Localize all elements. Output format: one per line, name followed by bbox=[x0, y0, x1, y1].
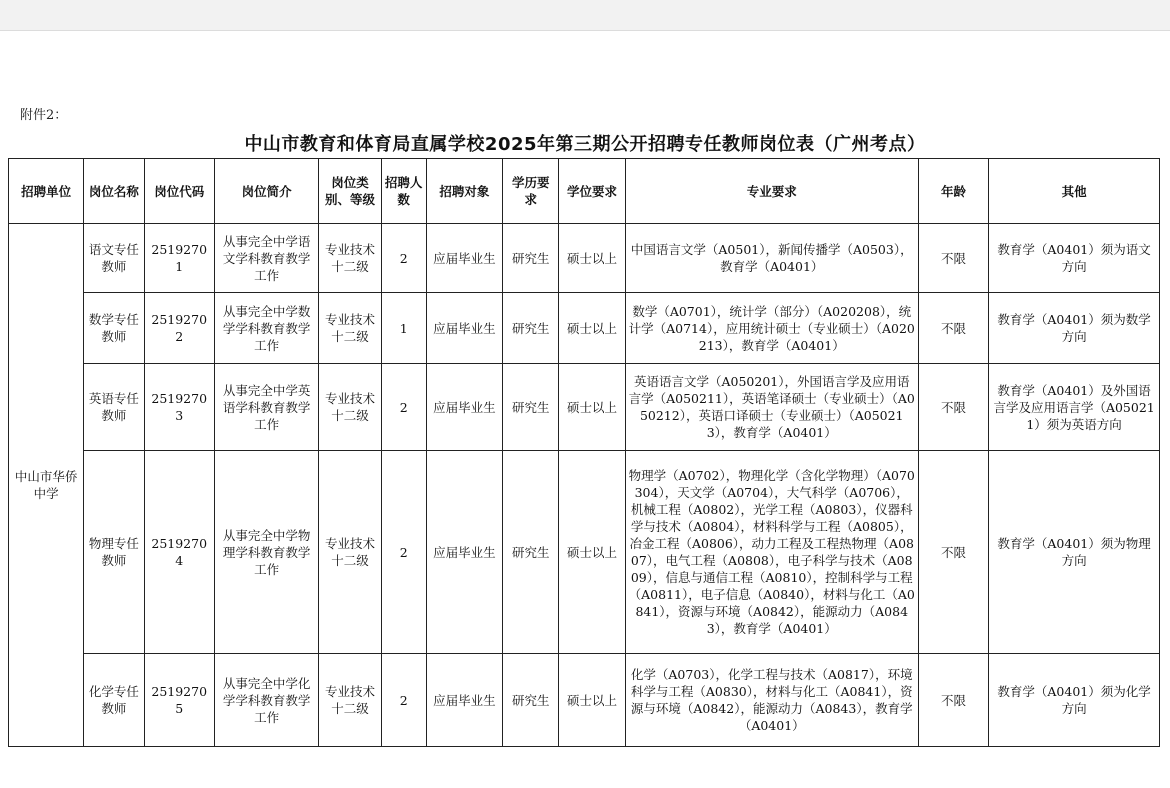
major-cell: 化学（A0703），化学工程与技术（A0817），环境科学与工程（A0830），材料与化工（A0841），资源与环境（A0842），能源动力（A0843），教育学（A0401） bbox=[625, 654, 918, 747]
recruitment-table bbox=[8, 158, 1160, 747]
table-row bbox=[9, 293, 1160, 364]
major-cell: 英语语言文学（A050201），外国语言学及应用语言学（A050211），英语笔译硕士（专业硕士）（A050212），英语口译硕士（专业硕士）（A050213），教育学（A0401） bbox=[625, 364, 918, 451]
other-cell: 教育学（A0401）及外国语言学及应用语言学（A050211）须为英语方向 bbox=[989, 364, 1160, 451]
age-cell: 不限 bbox=[918, 224, 988, 293]
other-cell: 教育学（A0401）须为数学方向 bbox=[989, 293, 1160, 364]
education-cell: 研究生 bbox=[503, 293, 559, 364]
post-intro-cell: 从事完全中学物理学科教育教学工作 bbox=[214, 451, 318, 654]
post-intro-cell: 从事完全中学语文学科教育教学工作 bbox=[214, 224, 318, 293]
table-header-row bbox=[9, 159, 1160, 224]
degree-cell: 硕士以上 bbox=[559, 364, 625, 451]
post-category-cell: 专业技术十二级 bbox=[319, 224, 381, 293]
header-unit: 招聘单位 bbox=[9, 159, 84, 224]
table-row bbox=[9, 224, 1160, 293]
count-cell: 2 bbox=[381, 451, 426, 654]
degree-cell: 硕士以上 bbox=[559, 451, 625, 654]
header-major: 专业要求 bbox=[625, 159, 918, 224]
count-cell: 2 bbox=[381, 224, 426, 293]
header-age: 年龄 bbox=[918, 159, 988, 224]
post-category-cell: 专业技术十二级 bbox=[319, 293, 381, 364]
table-row bbox=[9, 451, 1160, 654]
post-code-cell: 25192702 bbox=[144, 293, 214, 364]
header-count: 招聘人数 bbox=[381, 159, 426, 224]
post-code-cell: 25192705 bbox=[144, 654, 214, 747]
post-category-cell: 专业技术十二级 bbox=[319, 451, 381, 654]
age-cell: 不限 bbox=[918, 293, 988, 364]
post-category-cell: 专业技术十二级 bbox=[319, 654, 381, 747]
degree-cell: 硕士以上 bbox=[559, 654, 625, 747]
table-row bbox=[9, 654, 1160, 747]
post-intro-cell: 从事完全中学化学学科教育教学工作 bbox=[214, 654, 318, 747]
header-degree: 学位要求 bbox=[559, 159, 625, 224]
other-cell: 教育学（A0401）须为语文方向 bbox=[989, 224, 1160, 293]
document-title: 中山市教育和体育局直属学校2025年第三期公开招聘专任教师岗位表（广州考点） bbox=[244, 134, 926, 155]
age-cell: 不限 bbox=[918, 654, 988, 747]
post-name-cell: 语文专任教师 bbox=[84, 224, 144, 293]
header-post-code: 岗位代码 bbox=[144, 159, 214, 224]
target-cell: 应届毕业生 bbox=[426, 654, 502, 747]
header-post-name: 岗位名称 bbox=[84, 159, 144, 224]
other-cell: 教育学（A0401）须为化学方向 bbox=[989, 654, 1160, 747]
age-cell: 不限 bbox=[918, 451, 988, 654]
education-cell: 研究生 bbox=[503, 451, 559, 654]
header-other: 其他 bbox=[989, 159, 1160, 224]
post-name-cell: 物理专任教师 bbox=[84, 451, 144, 654]
age-cell: 不限 bbox=[918, 364, 988, 451]
degree-cell: 硕士以上 bbox=[559, 293, 625, 364]
target-cell: 应届毕业生 bbox=[426, 364, 502, 451]
header-education: 学历要求 bbox=[503, 159, 559, 224]
attachment-label: 附件2： bbox=[20, 108, 68, 123]
target-cell: 应届毕业生 bbox=[426, 451, 502, 654]
post-name-cell: 化学专任教师 bbox=[84, 654, 144, 747]
major-cell: 物理学（A0702），物理化学（含化学物理）（A070304），天文学（A0704），大气科学（A0706），机械工程（A0802），光学工程（A0803），仪器科学与技术（A0804），材料科学与工程（A0805），冶金工程（A0806），动力工程及工程热物理（A0807），电气工程（A0808），电子科学与技术（A0809），信息与通信工程（A0810），控制科学与工程（A0811），电子信息（A0840），材料与化工（A0841），资源与环境（A0842），能源动力（A0843），教育学（A0401） bbox=[625, 451, 918, 654]
post-intro-cell: 从事完全中学数学学科教育教学工作 bbox=[214, 293, 318, 364]
education-cell: 研究生 bbox=[503, 224, 559, 293]
post-category-cell: 专业技术十二级 bbox=[319, 364, 381, 451]
other-cell: 教育学（A0401）须为物理方向 bbox=[989, 451, 1160, 654]
header-target: 招聘对象 bbox=[426, 159, 502, 224]
count-cell: 2 bbox=[381, 654, 426, 747]
major-cell: 数学（A0701），统计学（部分）（A020208），统计学（A0714），应用统计硕士（专业硕士）（A020213），教育学（A0401） bbox=[625, 293, 918, 364]
table-row bbox=[9, 364, 1160, 451]
header-post-intro: 岗位简介 bbox=[214, 159, 318, 224]
post-code-cell: 25192703 bbox=[144, 364, 214, 451]
major-cell: 中国语言文学（A0501），新闻传播学（A0503），教育学（A0401） bbox=[625, 224, 918, 293]
post-code-cell: 25192704 bbox=[144, 451, 214, 654]
post-intro-cell: 从事完全中学英语学科教育教学工作 bbox=[214, 364, 318, 451]
unit-cell: 中山市华侨中学 bbox=[9, 224, 84, 747]
post-name-cell: 英语专任教师 bbox=[84, 364, 144, 451]
target-cell: 应届毕业生 bbox=[426, 293, 502, 364]
post-name-cell: 数学专任教师 bbox=[84, 293, 144, 364]
education-cell: 研究生 bbox=[503, 364, 559, 451]
degree-cell: 硕士以上 bbox=[559, 224, 625, 293]
count-cell: 2 bbox=[381, 364, 426, 451]
post-code-cell: 25192701 bbox=[144, 224, 214, 293]
count-cell: 1 bbox=[381, 293, 426, 364]
header-post-category: 岗位类别、等级 bbox=[319, 159, 381, 224]
viewer-top-bar bbox=[0, 0, 1170, 31]
target-cell: 应届毕业生 bbox=[426, 224, 502, 293]
education-cell: 研究生 bbox=[503, 654, 559, 747]
